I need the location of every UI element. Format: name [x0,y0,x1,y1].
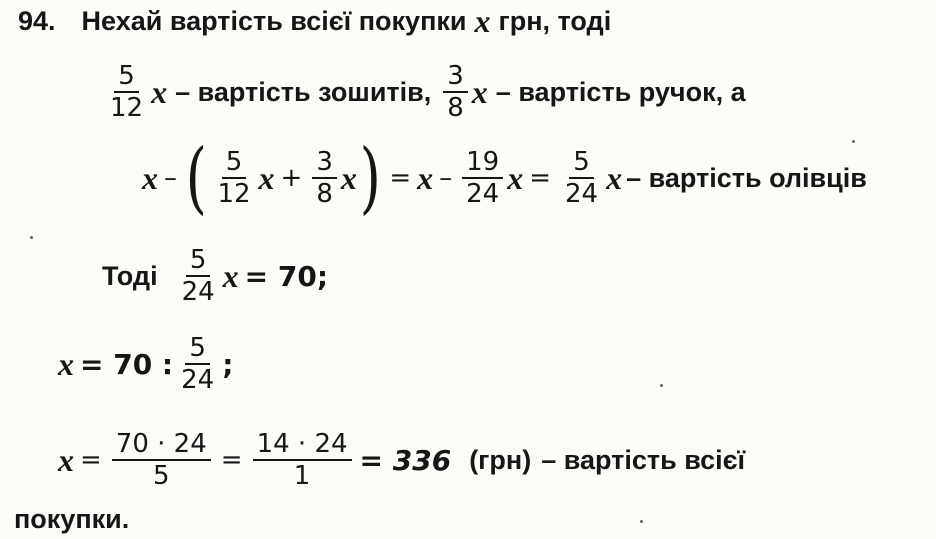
fraction-denominator: 24 [181,277,215,307]
result-text: – вартість всієї [541,444,746,475]
line-then [102,236,328,316]
variable-x: x [258,159,275,196]
fraction-numerator: 5 [569,147,594,179]
scan-speck [30,236,33,239]
fraction-14x24-over-1 [253,429,352,491]
fraction-numerator: 19 [462,147,503,179]
variable-x: x [142,159,158,196]
fraction-5-12 [106,61,147,123]
fraction-numerator: 70 · 24 [112,429,211,461]
notebooks-text: – вартість зошитів, [175,76,432,107]
fraction-70x24-over-5 [112,429,211,491]
intro-unit: грн, тоді [498,5,612,36]
minus-sign: – [164,163,177,193]
fraction-numerator: 5 [222,147,247,179]
variable-x: x [58,345,74,382]
fraction-numerator: 3 [443,61,468,93]
equals-sign: = [529,163,551,193]
result-value: = 336 [359,443,452,477]
fraction-denominator: 24 [466,179,500,209]
equation-rhs: = 70; [244,259,329,293]
equals-sign: = [220,445,243,475]
fraction-denominator: 12 [217,179,251,209]
pencils-text: – вартість олівців [626,162,867,193]
variable-x: x [606,159,623,196]
fraction-numerator: 5 [186,245,211,277]
fraction-19-24 [462,147,503,209]
scan-speck [660,384,663,387]
line-division [58,324,233,404]
fraction-5-24 [177,333,218,395]
variable-x: x [58,441,74,478]
variable-x: x [151,73,168,110]
fraction-3-8 [312,147,337,209]
scan-speck [852,140,855,143]
fraction-denominator: 24 [565,179,599,209]
variable-x: x [222,257,239,294]
plus-sign: + [280,163,303,193]
fraction-denominator: 1 [293,461,311,491]
line-pencils [142,133,867,223]
fraction-numerator: 5 [185,333,210,365]
fraction-numerator: 14 · 24 [253,429,352,461]
intro-variable: x [474,2,491,39]
variable-x: x [507,159,524,196]
fraction-denominator: 12 [110,93,144,123]
variable-x: x [471,73,488,110]
pens-text: – вартість ручок, а [495,76,746,107]
minus-sign: – [439,163,453,193]
fraction-5-24 [178,245,219,307]
fraction-denominator: 5 [153,461,170,491]
line-purchase [14,500,129,538]
problem-header [18,2,611,40]
fraction-numerator: 3 [312,147,337,179]
fraction-5-12 [213,147,254,209]
scan-speck [640,520,643,523]
fraction-denominator: 8 [447,93,464,123]
fraction-5-24 [561,147,602,209]
variable-x: x [417,159,434,196]
equals-sign: = [389,163,412,193]
fraction-3-8 [443,61,468,123]
fraction-denominator: 8 [316,179,333,209]
then-word: Тоді [102,260,158,291]
result-unit: (грн) [469,444,532,475]
semicolon: ; [222,347,234,381]
variable-x: x [340,159,357,196]
fraction-denominator: 24 [181,365,215,395]
problem-intro-text: Нехай вартість всієї покупки [81,5,467,36]
fraction-numerator: 5 [114,61,139,93]
division-lhs: = 70 : [80,347,174,381]
equals-sign: = [80,445,102,475]
purchase-word: покупки. [14,503,130,534]
left-paren: ( [185,133,207,223]
right-paren: ) [359,133,381,223]
line-result [58,418,745,502]
line-notebooks-pens [102,52,746,132]
problem-number: 94. [18,5,56,36]
